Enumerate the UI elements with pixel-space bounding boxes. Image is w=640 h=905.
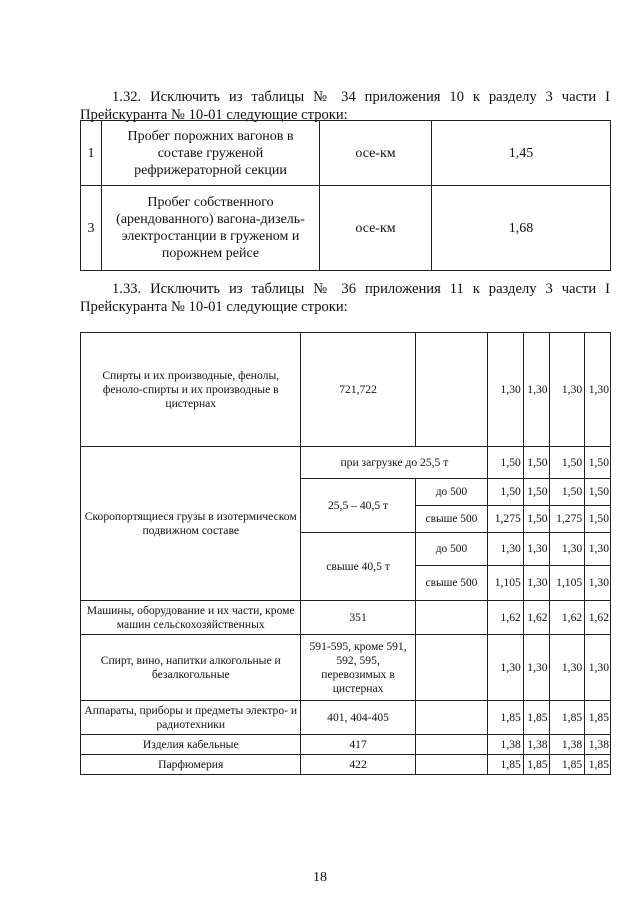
rate-cell: 1,50 bbox=[549, 479, 585, 506]
rate-cell: 1,62 bbox=[523, 601, 549, 635]
cargo-code: 721,722 bbox=[301, 333, 415, 447]
section-1-32-content: 1.32. Исключить из таблицы № 34 приложения 10 к разделу 3 части I Прейскуранта № 10-01 следующие строки: bbox=[80, 89, 610, 123]
table-row bbox=[81, 186, 611, 271]
section-1-32-text bbox=[80, 88, 610, 124]
rate-cell: 1,38 bbox=[523, 735, 549, 755]
rate-cell: 1,50 bbox=[585, 447, 611, 479]
row-unit: осе-км bbox=[320, 186, 432, 271]
table-row bbox=[81, 755, 611, 775]
rate-cell: 1,85 bbox=[488, 755, 524, 775]
cargo-name: Изделия кабельные bbox=[81, 735, 301, 755]
rate-cell: 1,275 bbox=[488, 506, 524, 533]
cargo-code: 417 bbox=[301, 735, 415, 755]
rate-cell: 1,105 bbox=[488, 566, 524, 601]
table-row bbox=[81, 701, 611, 735]
cargo-load-condition: свыше 40,5 т bbox=[301, 533, 415, 601]
rate-cell: 1,30 bbox=[523, 533, 549, 566]
cargo-load-condition: при загрузке до 25,5 т bbox=[301, 447, 488, 479]
distance-cell: до 500 bbox=[415, 479, 488, 506]
rate-cell: 1,62 bbox=[585, 601, 611, 635]
distance-cell bbox=[415, 701, 488, 735]
cargo-code: 422 bbox=[301, 755, 415, 775]
rate-cell: 1,50 bbox=[523, 479, 549, 506]
cargo-name: Парфюмерия bbox=[81, 755, 301, 775]
cargo-name: Машины, оборудование и их части, кроме машин сельскохозяйственных bbox=[81, 601, 301, 635]
rate-cell: 1,62 bbox=[549, 601, 585, 635]
rate-cell: 1,30 bbox=[585, 533, 611, 566]
row-name: Пробег собственного (арендованного) вагона-дизель-электростанции в груженом и порожнем рейсе bbox=[102, 186, 320, 271]
rate-cell: 1,30 bbox=[549, 635, 585, 701]
distance-cell: свыше 500 bbox=[415, 566, 488, 601]
rate-cell: 1,50 bbox=[488, 479, 524, 506]
rate-cell: 1,30 bbox=[523, 333, 549, 447]
rate-cell: 1,30 bbox=[488, 635, 524, 701]
distance-cell bbox=[415, 735, 488, 755]
section-1-33-text bbox=[80, 280, 610, 316]
rate-cell: 1,275 bbox=[549, 506, 585, 533]
rate-cell: 1,50 bbox=[585, 479, 611, 506]
cargo-load-condition: 25,5 – 40,5 т bbox=[301, 479, 415, 533]
rate-cell: 1,50 bbox=[523, 447, 549, 479]
rate-cell: 1,50 bbox=[549, 447, 585, 479]
table-row bbox=[81, 121, 611, 186]
rate-cell: 1,30 bbox=[549, 533, 585, 566]
rate-cell: 1,30 bbox=[585, 635, 611, 701]
rate-cell: 1,30 bbox=[488, 533, 524, 566]
rate-cell: 1,30 bbox=[549, 333, 585, 447]
row-name: Пробег порожних вагонов в составе груженой рефрижераторной секции bbox=[102, 121, 320, 186]
rate-cell: 1,38 bbox=[488, 735, 524, 755]
rate-cell: 1,50 bbox=[523, 506, 549, 533]
distance-cell bbox=[415, 635, 488, 701]
page-number: 18 bbox=[313, 870, 327, 885]
rate-cell: 1,50 bbox=[488, 447, 524, 479]
rate-cell: 1,62 bbox=[488, 601, 524, 635]
cargo-name: Спирт, вино, напитки алкогольные и безалкогольные bbox=[81, 635, 301, 701]
row-number: 1 bbox=[81, 121, 102, 186]
distance-cell bbox=[415, 333, 488, 447]
rate-cell: 1,30 bbox=[523, 566, 549, 601]
rate-cell: 1,38 bbox=[585, 735, 611, 755]
table-row bbox=[81, 333, 611, 447]
row-value: 1,68 bbox=[432, 186, 611, 271]
cargo-name: Скоропортящиеся грузы в изотермическом подвижном составе bbox=[81, 447, 301, 601]
rate-cell: 1,85 bbox=[523, 701, 549, 735]
cargo-name: Аппараты, приборы и предметы электро- и радиотехники bbox=[81, 701, 301, 735]
rate-cell: 1,85 bbox=[585, 701, 611, 735]
row-unit: осе-км bbox=[320, 121, 432, 186]
rate-cell: 1,30 bbox=[585, 566, 611, 601]
distance-cell: свыше 500 bbox=[415, 506, 488, 533]
rate-cell: 1,30 bbox=[488, 333, 524, 447]
rate-cell: 1,85 bbox=[488, 701, 524, 735]
distance-cell: до 500 bbox=[415, 533, 488, 566]
distance-cell bbox=[415, 755, 488, 775]
section-1-33-content: 1.33. Исключить из таблицы № 36 приложения 11 к разделу 3 части I Прейскуранта № 10-01 следующие строки: bbox=[80, 281, 610, 315]
table-row bbox=[81, 635, 611, 701]
rate-cell: 1,85 bbox=[523, 755, 549, 775]
row-number: 3 bbox=[81, 186, 102, 271]
rate-cell: 1,85 bbox=[549, 701, 585, 735]
cargo-code: 401, 404-405 bbox=[301, 701, 415, 735]
table-36-excerpt bbox=[80, 332, 611, 775]
rate-cell: 1,30 bbox=[585, 333, 611, 447]
cargo-code: 351 bbox=[301, 601, 415, 635]
table-row bbox=[81, 447, 611, 479]
table-row bbox=[81, 601, 611, 635]
rate-cell: 1,30 bbox=[523, 635, 549, 701]
rate-cell: 1,105 bbox=[549, 566, 585, 601]
table-row bbox=[81, 735, 611, 755]
table-34-excerpt bbox=[80, 120, 611, 271]
rate-cell: 1,85 bbox=[549, 755, 585, 775]
distance-cell bbox=[415, 601, 488, 635]
cargo-name: Спирты и их производные, фенолы, феноло-спирты и их производные в цистернах bbox=[81, 333, 301, 447]
rate-cell: 1,50 bbox=[585, 506, 611, 533]
rate-cell: 1,85 bbox=[585, 755, 611, 775]
row-value: 1,45 bbox=[432, 121, 611, 186]
cargo-code: 591-595, кроме 591, 592, 595, перевозимых в цистернах bbox=[301, 635, 415, 701]
rate-cell: 1,38 bbox=[549, 735, 585, 755]
